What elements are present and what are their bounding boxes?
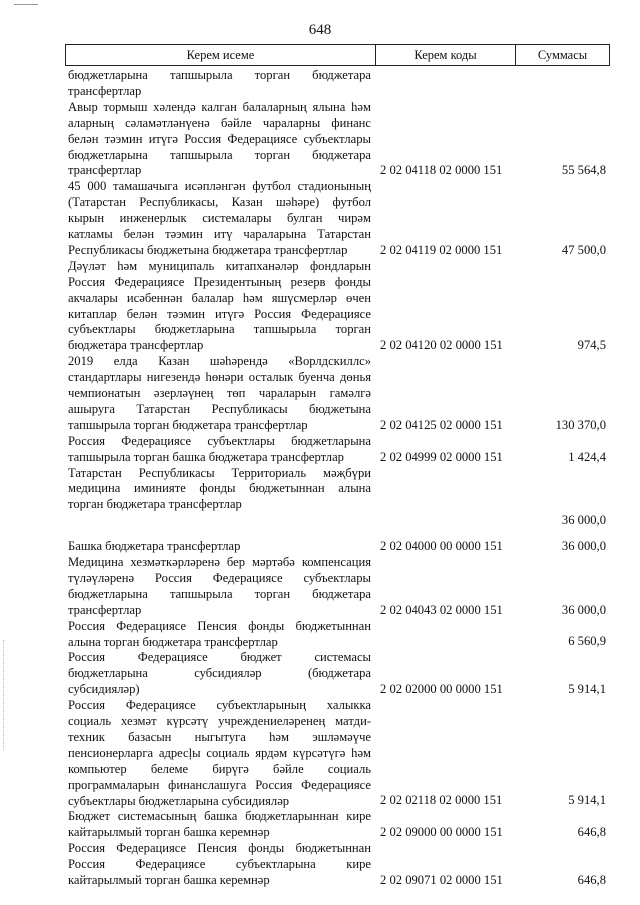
description-line: субсидияләр) xyxy=(68,682,140,697)
description-line: чемпионатын әзерләүнең төп чараларын гамәлгә xyxy=(68,386,371,400)
description-line: Россия Федерациясе Пенсия фонды бюджетыннан xyxy=(68,618,371,633)
description-line: медицина иминияте фонды бюджетыннан алына xyxy=(68,481,371,496)
description-line: пенсионерларга адресļы социаль ярдәм күрсәтүгә һәм xyxy=(68,745,371,760)
row-code: 2 02 04000 00 0000 151 xyxy=(380,539,503,554)
row-code: 2 02 02118 02 0000 151 xyxy=(380,793,503,808)
row-code: 2 02 04043 02 0000 151 xyxy=(380,602,503,617)
description-line: тапшырыла торган бюджетара трансфертлар xyxy=(68,417,308,432)
description-line: китаплар белән тәэмин итүгә Россия Федерациясе xyxy=(68,306,371,321)
description-line: ашыруга Татарстан Республикасы бюджетына xyxy=(68,401,371,416)
description-line: түләүләренә Россия Федерациясе субъектлары xyxy=(68,570,371,585)
description-line: Россия Федерациясе субъектларының халыкка xyxy=(68,698,371,713)
description-line: субъектлары бюджетларына тапшырыла торган xyxy=(68,322,371,337)
description-line: катламы белән тәэмин итү чараларына Татарстан xyxy=(68,227,371,242)
row-description xyxy=(68,354,371,434)
row-description xyxy=(68,68,371,100)
row-code: 2 02 04999 02 0000 151 xyxy=(380,449,503,464)
row-amount: 36 000,0 xyxy=(561,602,606,617)
description-line: Россия Федерациясе субъектларына кире xyxy=(68,857,371,872)
description-line: программаларын финанслашуга Россия Федерациясе xyxy=(68,777,371,792)
description-line: Татарстан Республикасы Территориаль мәҗбүри xyxy=(68,465,371,480)
description-line: кайтарылмый торган башка керемнәр xyxy=(68,825,270,840)
description-line: тапшырыла торган башка бюджетара трансфертлар xyxy=(68,449,344,464)
description-line: Республикасы бюджетына бюджетара трансфертлар xyxy=(68,242,348,257)
description-line: акчалары исәбеннән балалар һәм яшүсмерләр өчен xyxy=(68,290,371,305)
description-line: (Татарстан Республикасы, Казан шәһәре) футбол xyxy=(68,195,371,210)
description-line: аларның сәламәтләнүенә бәйле чараларны финанс xyxy=(68,115,371,130)
description-line: Авыр тормыш хәлендә калган балаларның ялына һәм xyxy=(68,99,371,114)
row-amount: 55 564,8 xyxy=(561,163,606,178)
description-line: социаль хезмәт күрсәтү учреждениеләренең матди- xyxy=(68,714,371,728)
row-code: 2 02 04118 02 0000 151 xyxy=(380,163,503,178)
description-line: Россия Федерациясе субъектлары бюджетларына xyxy=(68,433,371,448)
row-description xyxy=(68,698,371,809)
row-amount: 130 370,0 xyxy=(555,417,606,432)
column-header-code: Керем коды xyxy=(376,45,516,65)
row-amount: 47 500,0 xyxy=(561,242,606,257)
description-line: алына торган бюджетара трансфертлар xyxy=(68,634,278,649)
description-line: компьютер белеме бирүгә бәйле социаль xyxy=(68,761,371,776)
row-code: 2 02 02000 00 0000 151 xyxy=(380,682,503,697)
row-description xyxy=(68,555,371,619)
row-amount: 1 424,4 xyxy=(568,449,606,464)
row-code: 2 02 04120 02 0000 151 xyxy=(380,338,503,353)
description-line: стандартлары нигезендә һөнәри осталык буенча дөнья xyxy=(68,370,371,385)
table-header xyxy=(65,44,610,66)
row-description xyxy=(68,650,371,698)
row-amount: 974,5 xyxy=(577,338,606,353)
row-description xyxy=(68,100,371,180)
description-line: трансфертлар xyxy=(68,602,142,617)
row-description xyxy=(68,809,371,841)
description-line: кайтарылмый торган башка керемнәр xyxy=(68,873,270,887)
description-line: торган бюджетара трансфертлар xyxy=(68,497,242,512)
row-description xyxy=(68,259,371,354)
description-line: субъектлары бюджетларына субсидияләр xyxy=(68,793,290,808)
description-line: бюджетларына тапшырыла торган бюджетара xyxy=(68,68,371,82)
description-line: бюджетара трансфертлар xyxy=(68,338,204,353)
description-line: Дәүләт һәм муниципаль китапханәләр фондларын xyxy=(68,258,371,273)
row-amount: 646,8 xyxy=(577,872,606,887)
row-description xyxy=(68,179,371,259)
description-line: техник базасын ныгытуга һәм эшләмәүче xyxy=(68,729,371,744)
row-amount: 5 914,1 xyxy=(568,793,606,808)
description-line: Бюджет системасының башка бюджетларыннан кире xyxy=(68,809,371,824)
description-line: бюджетларына субсидияләр (бюджетара xyxy=(68,666,371,681)
description-line: 45 000 тамашачыга исәпләнгән футбол стадионының xyxy=(68,179,371,194)
description-line: белән тәэмин итүгә Россия Федерациясе субъектлары xyxy=(68,131,371,146)
description-line: бюджетларына тапшырыла торган бюджетара xyxy=(68,147,371,162)
row-description xyxy=(68,841,371,889)
description-line: трансфертлар xyxy=(68,163,142,178)
row-description xyxy=(68,619,371,651)
row-amount: 5 914,1 xyxy=(568,682,606,697)
corner-mark xyxy=(14,4,38,6)
row-code: 2 02 09000 00 0000 151 xyxy=(380,825,503,840)
column-header-name: Керем исеме xyxy=(66,45,376,65)
column-header-sum: Суммасы xyxy=(537,47,588,62)
description-line: Россия Федерациясе Президентының резерв фонды xyxy=(68,274,371,289)
row-amount: 646,8 xyxy=(577,825,606,840)
description-line: кырын инженерлык системалары булган чирәм xyxy=(68,211,371,226)
row-code: 2 02 04119 02 0000 151 xyxy=(380,242,503,257)
description-line: 2019 елда Казан шәһәрендә «Ворлдскиллс» xyxy=(68,354,371,369)
description-line: Россия Федерациясе Пенсия фонды бюджетыннан xyxy=(68,841,371,856)
description-line: Россия Федерациясе бюджет системасы xyxy=(68,650,371,665)
row-amount: 36 000,0 xyxy=(561,539,606,554)
description-line: трансфертлар xyxy=(68,83,142,98)
row-amount: 36 000,0 xyxy=(561,513,606,528)
description-line: бюджетларына тапшырыла торган бюджетара xyxy=(68,586,371,601)
row-description xyxy=(68,466,371,514)
row-code: 2 02 09071 02 0000 151 xyxy=(380,872,503,887)
page-number: 648 xyxy=(308,22,332,38)
row-amount: 6 560,9 xyxy=(568,634,606,649)
description-line: Медицина хезмәткәрләренә бер мәртәбә компенсация xyxy=(68,555,371,569)
row-code: 2 02 04125 02 0000 151 xyxy=(380,417,503,432)
row-description xyxy=(68,434,371,466)
row-description xyxy=(68,539,371,555)
description-line: Башка бюджетара трансфертлар xyxy=(68,539,241,554)
margin-dots xyxy=(3,640,6,750)
